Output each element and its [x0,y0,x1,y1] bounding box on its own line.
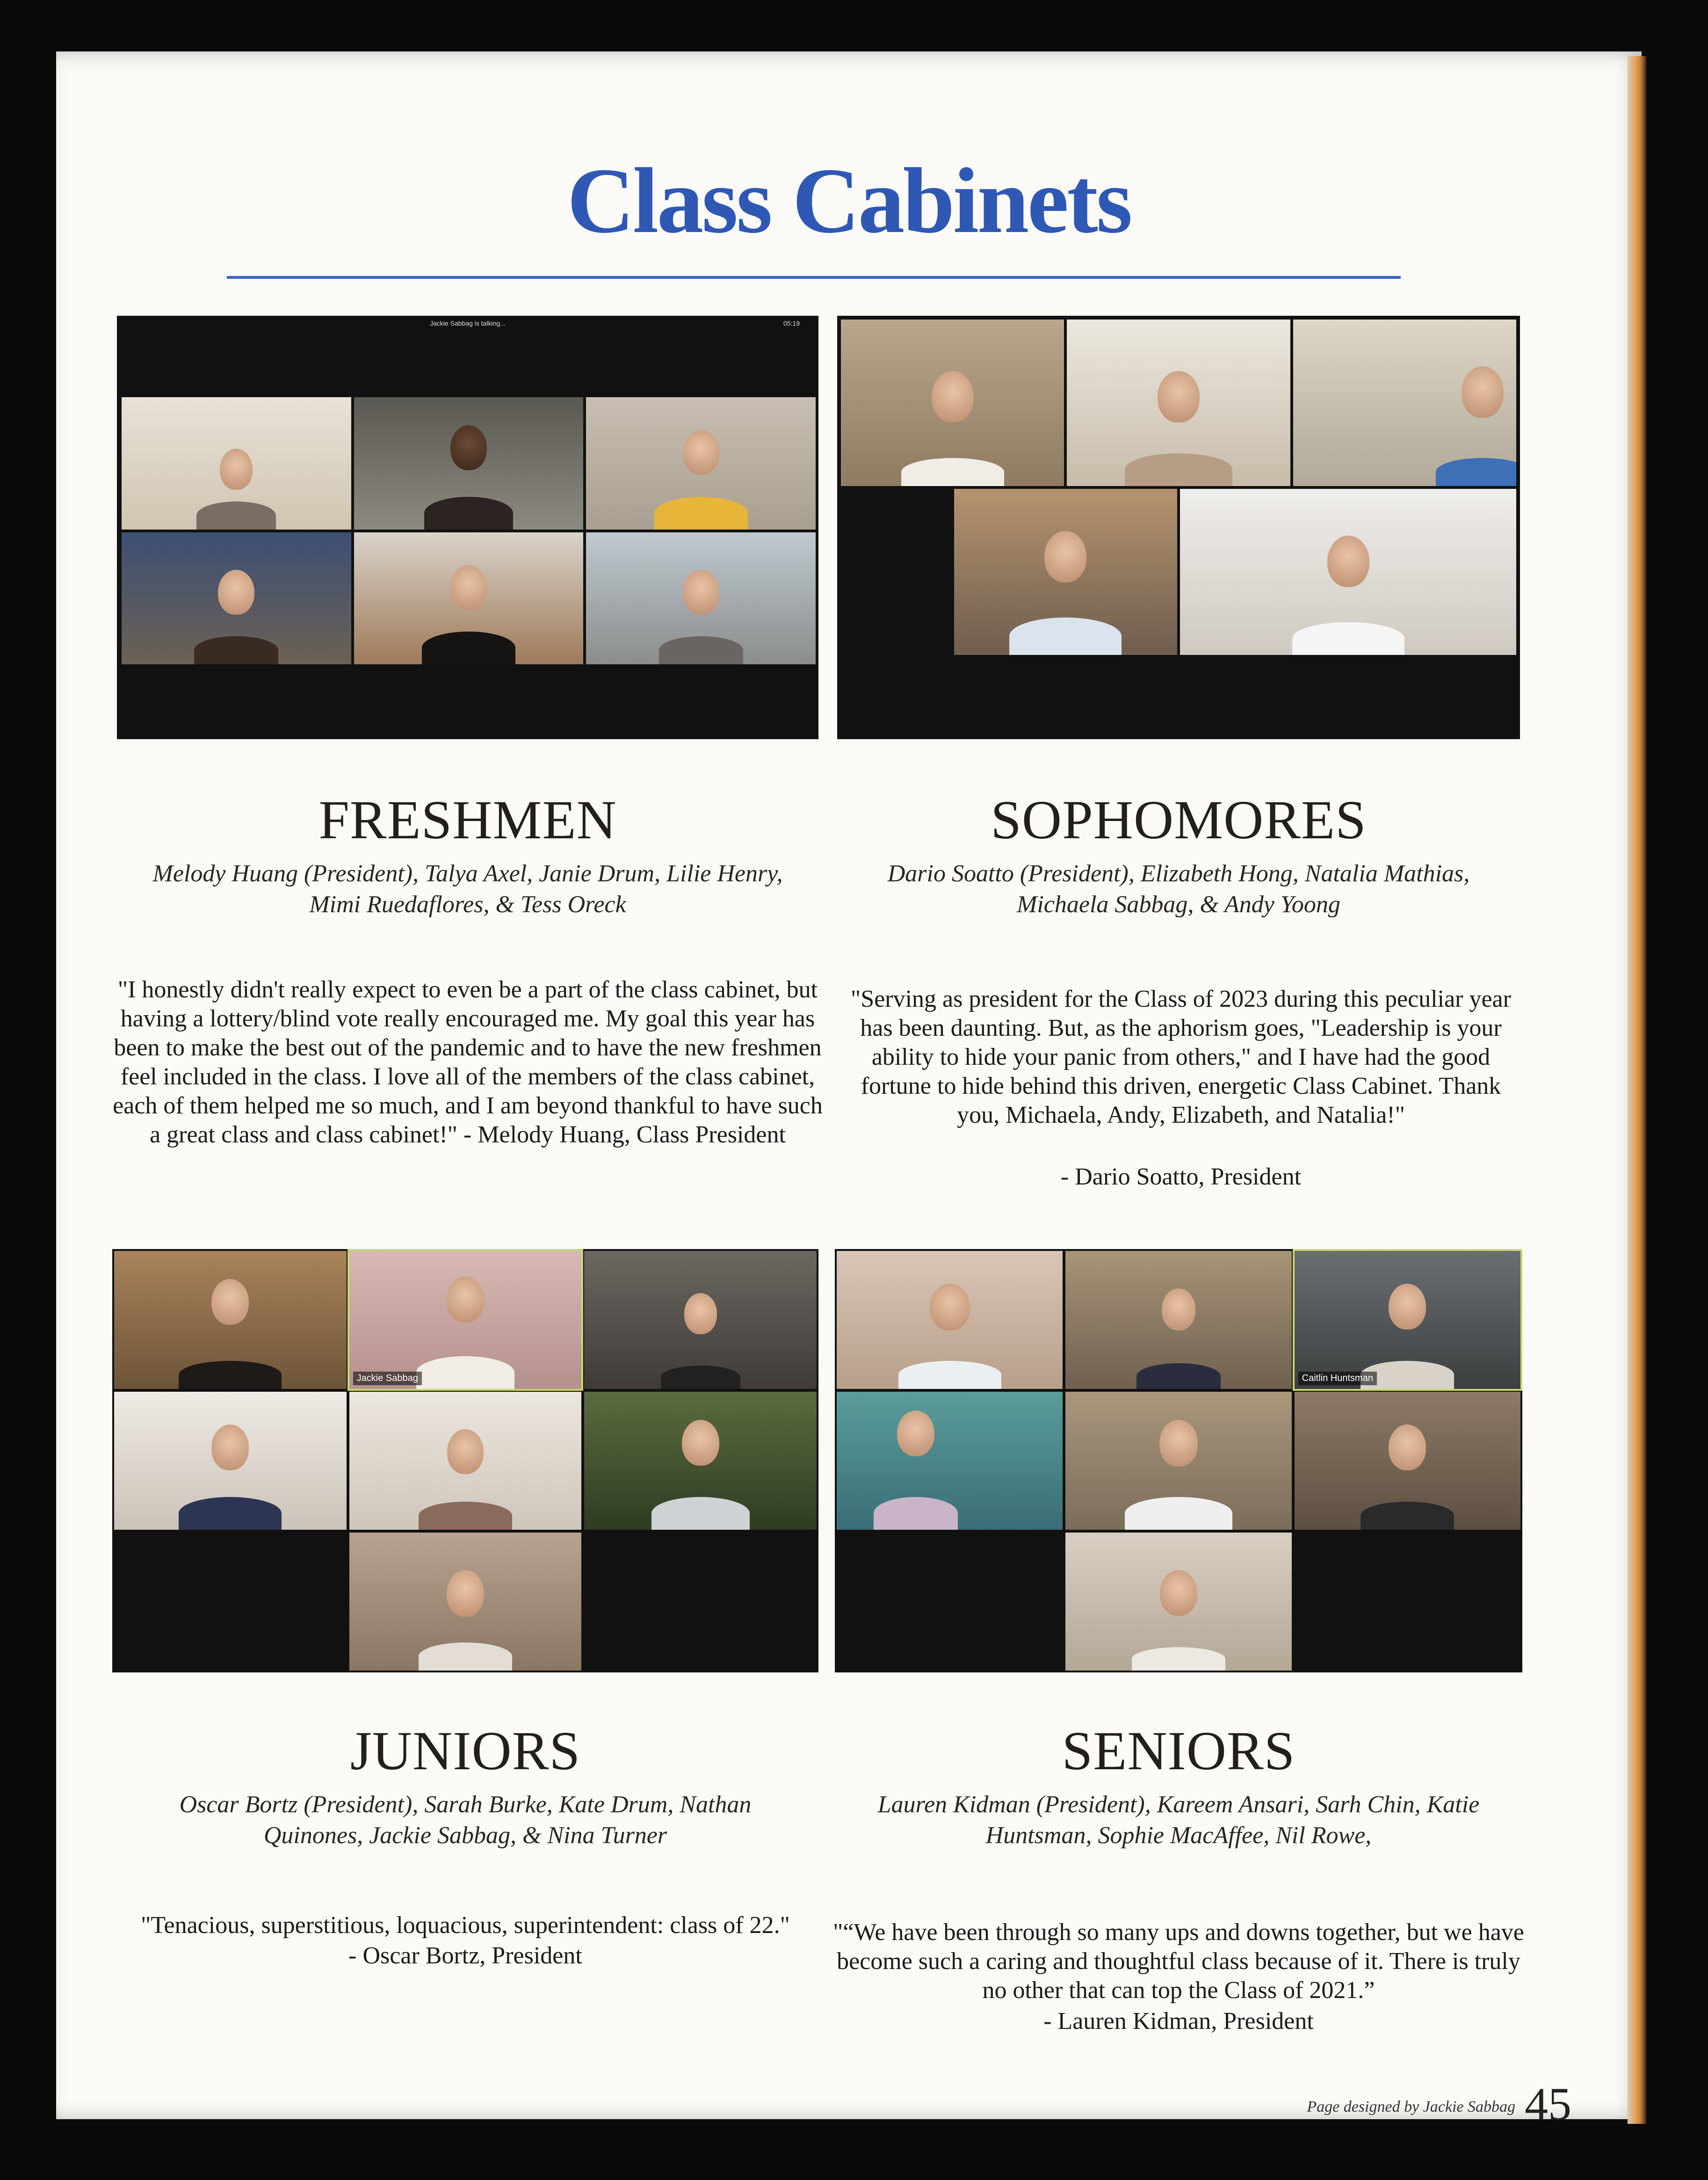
sophomores-members: Dario Soatto (President), Elizabeth Hong, Natalia Mathias, Michaela Sabbag, & Andy Yoong [887,860,1470,918]
sophomores-tile [954,489,1177,655]
sophomores-quote: "Serving as president for the Class of 2023 during this peculiar year has been daunting. But, as the aphorism goes, "Leadership is your ability to hide your panic from others," and I have had the good fortune to hide behind this driven, energetic Class Cabinet. Thank you, Michaela, Andy, Elizabeth, and Natalia!" [851,986,1511,1128]
freshmen-tile [122,397,351,530]
juniors-tile [349,1392,582,1530]
seniors-heading: SENIORS [1062,1720,1295,1781]
juniors-empty-tile [114,1533,347,1671]
juniors-empty-tile [584,1533,817,1671]
seniors-tile [837,1251,1063,1389]
zoom-name-tag: Jackie Sabbag [353,1372,422,1385]
sophomores-attribution: - Dario Soatto, President [1060,1163,1302,1190]
juniors-tile [584,1392,817,1530]
juniors-heading: JUNIORS [350,1720,581,1781]
page-designer-credit: Page designed by Jackie Sabbag [1307,2098,1515,2115]
seniors-quote: "“We have been through so many ups and downs together, but we have become such a caring and thoughtful class because of it. There is truly no other that can top the Class of 2021.” [833,1919,1524,2004]
freshmen-tile [586,397,816,530]
juniors-tile [349,1533,582,1671]
sophomores-tile [841,320,1064,486]
sophomores-heading: SOPHOMORES [991,789,1367,850]
juniors-tile [349,1251,582,1389]
title-divider [227,276,1401,279]
seniors-attribution: - Lauren Kidman, President [1043,2008,1314,2035]
seniors-tile [1065,1533,1291,1671]
juniors-zoom-photo [112,1249,818,1672]
yearbook-page [56,51,1642,2130]
seniors-zoom-photo [835,1249,1522,1672]
page-number: 45 [1525,2078,1571,2130]
sophomores-tile [1067,320,1290,486]
seniors-tile [1065,1251,1291,1389]
sophomores-zoom-photo [837,316,1520,739]
page-title: Class Cabinets [567,149,1131,253]
zoom-timer: 05:19 [783,320,800,327]
freshmen-members: Melody Huang (President), Talya Axel, Janie Drum, Lilie Henry, Mimi Ruedaflores, & Tess Oreck [152,860,783,918]
seniors-tile [837,1392,1063,1530]
juniors-members: Oscar Bortz (President), Sarah Burke, Kate Drum, Nathan Quinones, Jackie Sabbag, & Nina Turner [179,1791,752,1849]
freshmen-tile [122,532,351,665]
freshmen-tile [586,532,816,665]
juniors-quote: "Tenacious, superstitious, loquacious, superintendent: class of 22." [141,1912,790,1939]
juniors-attribution: - Oscar Bortz, President [348,1942,582,1969]
juniors-tile [114,1392,347,1530]
freshmen-heading: FRESHMEN [318,789,617,850]
seniors-empty-tile [837,1533,1063,1671]
seniors-members: Lauren Kidman (President), Kareem Ansari, Sarh Chin, Katie Huntsman, Sophie MacAffee, Nil Rowe, [877,1791,1480,1849]
zoom-name-tag: Caitlin Huntsman [1298,1372,1377,1385]
zoom-status-bar [117,316,818,332]
freshmen-tile [354,532,584,665]
seniors-tile [1295,1251,1520,1389]
juniors-tile [114,1251,347,1389]
freshmen-zoom-photo [117,316,818,739]
freshmen-quote: "I honestly didn't really expect to even be a part of the class cabinet, but having a lottery/blind vote really encouraged me. My goal this year has been to make the best out of the pandemic and to have the new freshmen feel included in the class. I love all of the members of the class cabinet, each of them helped me so much, and I am beyond thankful to have such a great class and class cabinet!" - Melody Huang, Class President [113,976,823,1148]
seniors-tile [1295,1392,1520,1530]
juniors-tile [584,1251,817,1389]
sophomores-tile [1180,489,1516,655]
seniors-tile [1065,1392,1291,1530]
freshmen-tile [354,397,584,530]
zoom-speaker-indicator: Jackie Sabbag is talking... [430,320,506,327]
book-page-edges [1628,56,1646,2124]
seniors-empty-tile [1295,1533,1520,1671]
sophomores-tile [1293,320,1516,486]
